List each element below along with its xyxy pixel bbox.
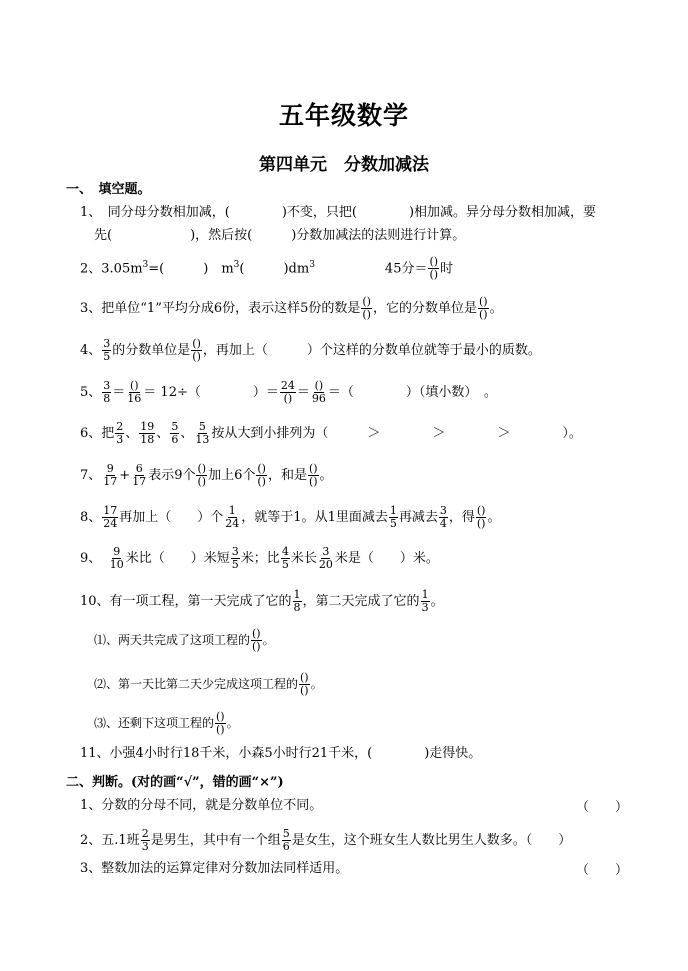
q7-fraction-2: $\frac{6}{17}$	[132, 462, 147, 488]
q5-text-c: ＝（ ）（填小数） 。	[327, 385, 497, 400]
q9-text-a: 9、	[80, 551, 108, 566]
q10-text-a: 10、有一项工程，第一天完成了它的	[80, 594, 292, 609]
q9-fraction-2: $\frac{3}{5}$	[231, 545, 239, 571]
q6-text-b: 按从大到小排列为（ ＞ ＞ ＞ ）。	[211, 426, 582, 441]
q6-text-a: 6、把	[80, 426, 115, 441]
j2-text-c: 是女生，这个班女生人数比男生人数多。	[291, 833, 526, 848]
q8-fraction-3: $\frac{1}{5}$	[389, 504, 397, 530]
q9-fraction-4: $\frac{3}{20}$	[318, 545, 333, 571]
q7-text-e: 。	[319, 468, 333, 483]
q6-fraction-2: $\frac{19}{18}$	[140, 420, 155, 446]
q10-sub-3-end: 。	[226, 716, 239, 730]
question-4	[80, 338, 541, 363]
q5-fraction-4: () 96	[311, 379, 326, 405]
q7-text-d: ，和是	[267, 468, 307, 483]
q4-text-a: 4、	[80, 343, 102, 358]
q6-sep-2: 、	[156, 426, 170, 441]
page-title: 五年级数学	[278, 101, 409, 130]
question-1-line-1: 1、 同分母分数相加减，( )不变，只把( )相加减。异分母分数相加减，要	[80, 205, 597, 220]
q4-text-c: ，再加上（ ）个这样的分数单位就等于最小的质数。	[202, 343, 541, 358]
q5-fraction-2: () 16	[127, 379, 142, 405]
judge-1-answer-paren[interactable]: （ ）	[576, 800, 629, 815]
q2-part-a: 2、3.05m	[80, 261, 143, 277]
q7-text-b: 表示9个	[148, 468, 196, 483]
question-11: 11、小强4小时行18千米，小森5小时行21千米，( )走得快。	[80, 746, 482, 761]
question-2	[80, 255, 453, 281]
q3-blank-fraction-2: () ()	[479, 295, 488, 321]
q10-sub-1-blank: () ()	[252, 627, 261, 653]
q3-text-b: ，它的分数单位是	[372, 301, 477, 316]
q9-fraction-1: $\frac{9}{10}$	[109, 545, 124, 571]
q10-sub-2-blank: () ()	[300, 671, 309, 697]
q5-fraction-3: 24 ()	[280, 379, 295, 405]
question-6	[80, 421, 582, 446]
q5-eq-2: ＝	[296, 385, 310, 400]
q10-fraction-1: $\frac{1}{8}$	[293, 588, 301, 614]
question-10-sub-3	[94, 711, 239, 736]
question-5	[80, 380, 497, 405]
q8-text-d: 再减去	[398, 510, 438, 525]
q4-blank-fraction: () ()	[192, 337, 201, 363]
q10-sub-3-blank: () ()	[216, 710, 225, 736]
q10-text-b: ，第二天完成了它的	[302, 594, 420, 609]
section-judge-heading: 二、判断。(对的画“√”，错的画“×”)	[66, 775, 284, 790]
q9-text-c: 米；比	[240, 551, 280, 566]
question-1-line-2: 先( )，然后按( )分数加减法的法则进行计算。	[94, 228, 466, 243]
q5-eq-1: ＝	[112, 385, 126, 400]
q6-fraction-4: $\frac{5}{13}$	[195, 420, 210, 446]
q8-fraction-1: $\frac{17}{24}$	[103, 504, 118, 530]
q10-sub-3-text: ⑶、还剩下这项工程的	[94, 716, 215, 730]
q3-text-c: 。	[489, 301, 503, 316]
q7-plus: +	[119, 468, 131, 483]
q6-fraction-1: $\frac{2}{3}$	[116, 420, 124, 446]
judge-1: 1、分数的分母不同，就是分数单位不同。	[80, 798, 323, 813]
q10-fraction-2: $\frac{1}{3}$	[421, 588, 429, 614]
q4-text-b: 的分数单位是	[112, 343, 191, 358]
q2-sup-b: 3	[233, 260, 240, 270]
q6-fraction-3: $\frac{5}{6}$	[171, 420, 179, 446]
q8-blank-fraction: () ()	[476, 504, 486, 530]
q9-text-e: 米是（ ）米。	[334, 551, 439, 566]
j2-fraction-2: $\frac{5}{6}$	[282, 827, 290, 853]
q4-fraction: $\frac{3}{5}$	[103, 337, 111, 363]
q5-fraction-1: $\frac{3}{8}$	[103, 379, 111, 405]
q2-part-d: 45分＝	[384, 261, 428, 277]
q8-text-a: 8、	[80, 510, 102, 525]
q10-sub-1-end: 。	[262, 633, 275, 647]
q8-text-c: ，就等于1。从1里面减去	[241, 510, 388, 525]
q9-text-d: 米长	[290, 551, 317, 566]
q8-fraction-4: $\frac{3}{4}$	[439, 504, 447, 530]
q7-text-c: 加上6个	[208, 468, 256, 483]
q7-fraction-1: $\frac{9}{17}$	[103, 462, 118, 488]
question-10-sub-2	[94, 672, 323, 697]
judge-2	[80, 828, 571, 853]
q2-part-c: ( )dm	[239, 261, 310, 277]
q7-text-a: 7、	[80, 468, 102, 483]
q8-fraction-2: $\frac{1}{24}$	[225, 504, 240, 530]
q8-text-b: 再加上（ ）个	[119, 510, 224, 525]
q3-text-a: 3、把单位“1”平均分成6份，表示这样5份的数是	[80, 301, 361, 316]
q2-part-b: =( ) m	[148, 261, 234, 277]
q9-text-b: 米比（ ）米短	[125, 551, 230, 566]
j2-fraction-1: $\frac{2}{3}$	[141, 827, 149, 853]
q2-sup-c: 3	[309, 260, 315, 270]
question-10	[80, 589, 444, 614]
q10-sub-2-text: ⑵、第一天比第二天少完成这项工程的	[94, 677, 299, 691]
q7-blank-fraction-1: () ()	[197, 462, 207, 488]
j2-text-b: 是男生，其中有一个组	[150, 833, 281, 848]
question-10-sub-1	[94, 628, 275, 653]
q2-sup-a: 3	[142, 260, 149, 270]
q6-sep-3: 、	[180, 426, 194, 441]
judge-3: 3、整数加法的运算定律对分数加法同样适用。	[80, 861, 349, 876]
q5-text-b: ＝ 12÷（ ）＝	[143, 385, 279, 400]
judge-2-answer-paren[interactable]: （ ）	[525, 833, 572, 848]
q10-sub-2-end: 。	[310, 677, 323, 691]
q5-text-a: 5、	[80, 385, 102, 400]
q8-text-f: 。	[487, 510, 501, 525]
judge-3-answer-paren[interactable]: （ ）	[576, 863, 629, 878]
unit-subtitle: 第四单元 分数加减法	[259, 155, 429, 175]
q8-text-e: ，得	[448, 510, 475, 525]
question-9	[80, 546, 439, 571]
q10-sub-1-text: ⑴、两天共完成了这项工程的	[94, 633, 251, 647]
q6-sep-1: 、	[125, 426, 139, 441]
q9-fraction-3: $\frac{4}{5}$	[281, 545, 289, 571]
q7-blank-fraction-3: () ()	[308, 462, 318, 488]
q2-fraction-blank: () ()	[429, 255, 439, 282]
j2-text-a: 2、五.1班	[80, 833, 140, 848]
q10-text-c: 。	[430, 594, 444, 609]
q3-blank-fraction-1: () ()	[362, 295, 371, 321]
q2-part-e: 时	[440, 261, 454, 277]
question-3	[80, 296, 503, 321]
question-8	[80, 505, 500, 530]
q7-blank-fraction-2: () ()	[257, 462, 266, 488]
section-fill-blank-heading: 一、 填空题。	[66, 182, 151, 197]
question-7	[80, 463, 333, 488]
